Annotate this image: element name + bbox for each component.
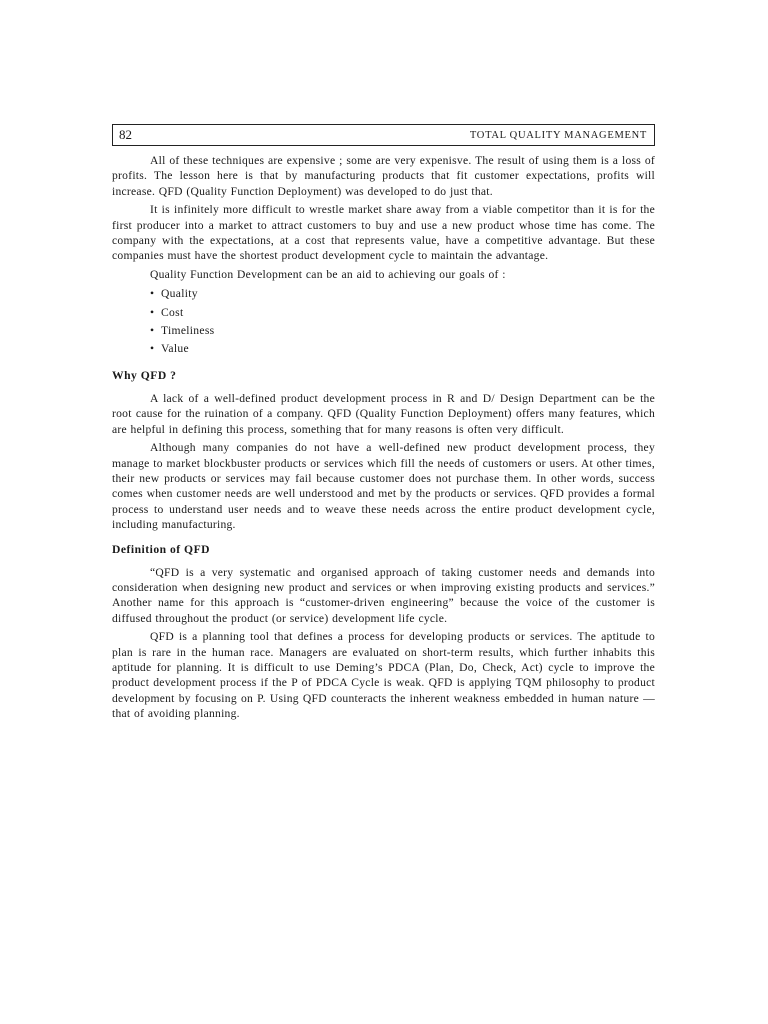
goals-list: [112, 285, 655, 359]
heading-definition-of-qfd: Definition of QFD: [112, 542, 211, 556]
list-item-label: Quality: [161, 287, 198, 301]
page-content: [112, 153, 655, 722]
list-item: [150, 285, 655, 303]
bullet-icon: •: [150, 305, 155, 319]
paragraph-expensive-techniques: All of these techniques are expensive ; some are very expenisve. The result of using them is a loss of profits. The lesson here is that by manufacturing products that fit customer expectations, profits will increase. QFD (Quality Function Deployment) was developed to do just that.: [112, 154, 655, 198]
page-number: 82: [119, 127, 132, 142]
paragraph-qfd-definition: “QFD is a very systematic and organised approach of taking customer needs and demands into consideration when designing new product and services or when improving existing products and services.” Another name for this approach is “customer-driven engineering” because the voice of the customer is diffused throughout the product (or service) development life cycle.: [112, 565, 655, 625]
paragraph-qfd-goals-intro: Quality Function Development can be an aid to achieving our goals of :: [150, 267, 506, 281]
paragraph-planning-tool: QFD is a planning tool that defines a process for developing products or services. The aptitude to plan is rare in the human race. Managers are evaluated on short-term results, which further inhabits this aptitude for planning. It is difficult to use Deming’s PDCA (Plan, Do, Check, Act) cycle to improve the product development process if the P of PDCA Cycle is weak. QFD is applying TQM philosophy to product development by focusing on P. Using QFD counteracts the inherent weakness embedded in human nature — that of avoiding planning.: [112, 630, 655, 721]
running-head: [112, 124, 655, 146]
list-item-label: Timeliness: [161, 324, 215, 338]
list-item-label: Cost: [161, 305, 184, 319]
list-item: [150, 304, 655, 322]
bullet-icon: •: [150, 342, 155, 356]
list-item-label: Value: [161, 342, 189, 356]
paragraph-blockbuster-products: Although many companies do not have a well-defined new product development process, they manage to market blockbuster products or services which fill the needs of customers or users. At other times, their new products or services may fail because customer does not purchase them. In other words, success comes when customer needs are well understood and met by the products or services. QFD provides a formal process to understand user needs and to weave these needs across the entire product development cycle, including manufacturing.: [112, 441, 655, 532]
paragraph-market-share: It is infinitely more difficult to wrestle market share away from a viable competitor than it is for the first producer into a market to attract customers to buy and use a new product whose time has come. The company with the expectations, at a cost that represents value, have a competitive advantage. But these companies must have the shortest product development cycle to maintain the advantage.: [112, 203, 655, 263]
bullet-icon: •: [150, 287, 155, 301]
running-title: TOTAL QUALITY MANAGEMENT: [469, 129, 647, 141]
list-item: [150, 340, 655, 358]
bullet-icon: •: [150, 324, 155, 338]
document-page: [112, 124, 655, 725]
heading-why-qfd: Why QFD ?: [112, 368, 177, 382]
list-item: [150, 322, 655, 340]
paragraph-product-development-process: A lack of a well-defined product development process in R and D/ Design Department can be the root cause for the ruination of a company. QFD (Quality Function Deployment) offers many features, which are helpful in defining this process, something that for many reasons is often very difficult.: [112, 391, 655, 436]
